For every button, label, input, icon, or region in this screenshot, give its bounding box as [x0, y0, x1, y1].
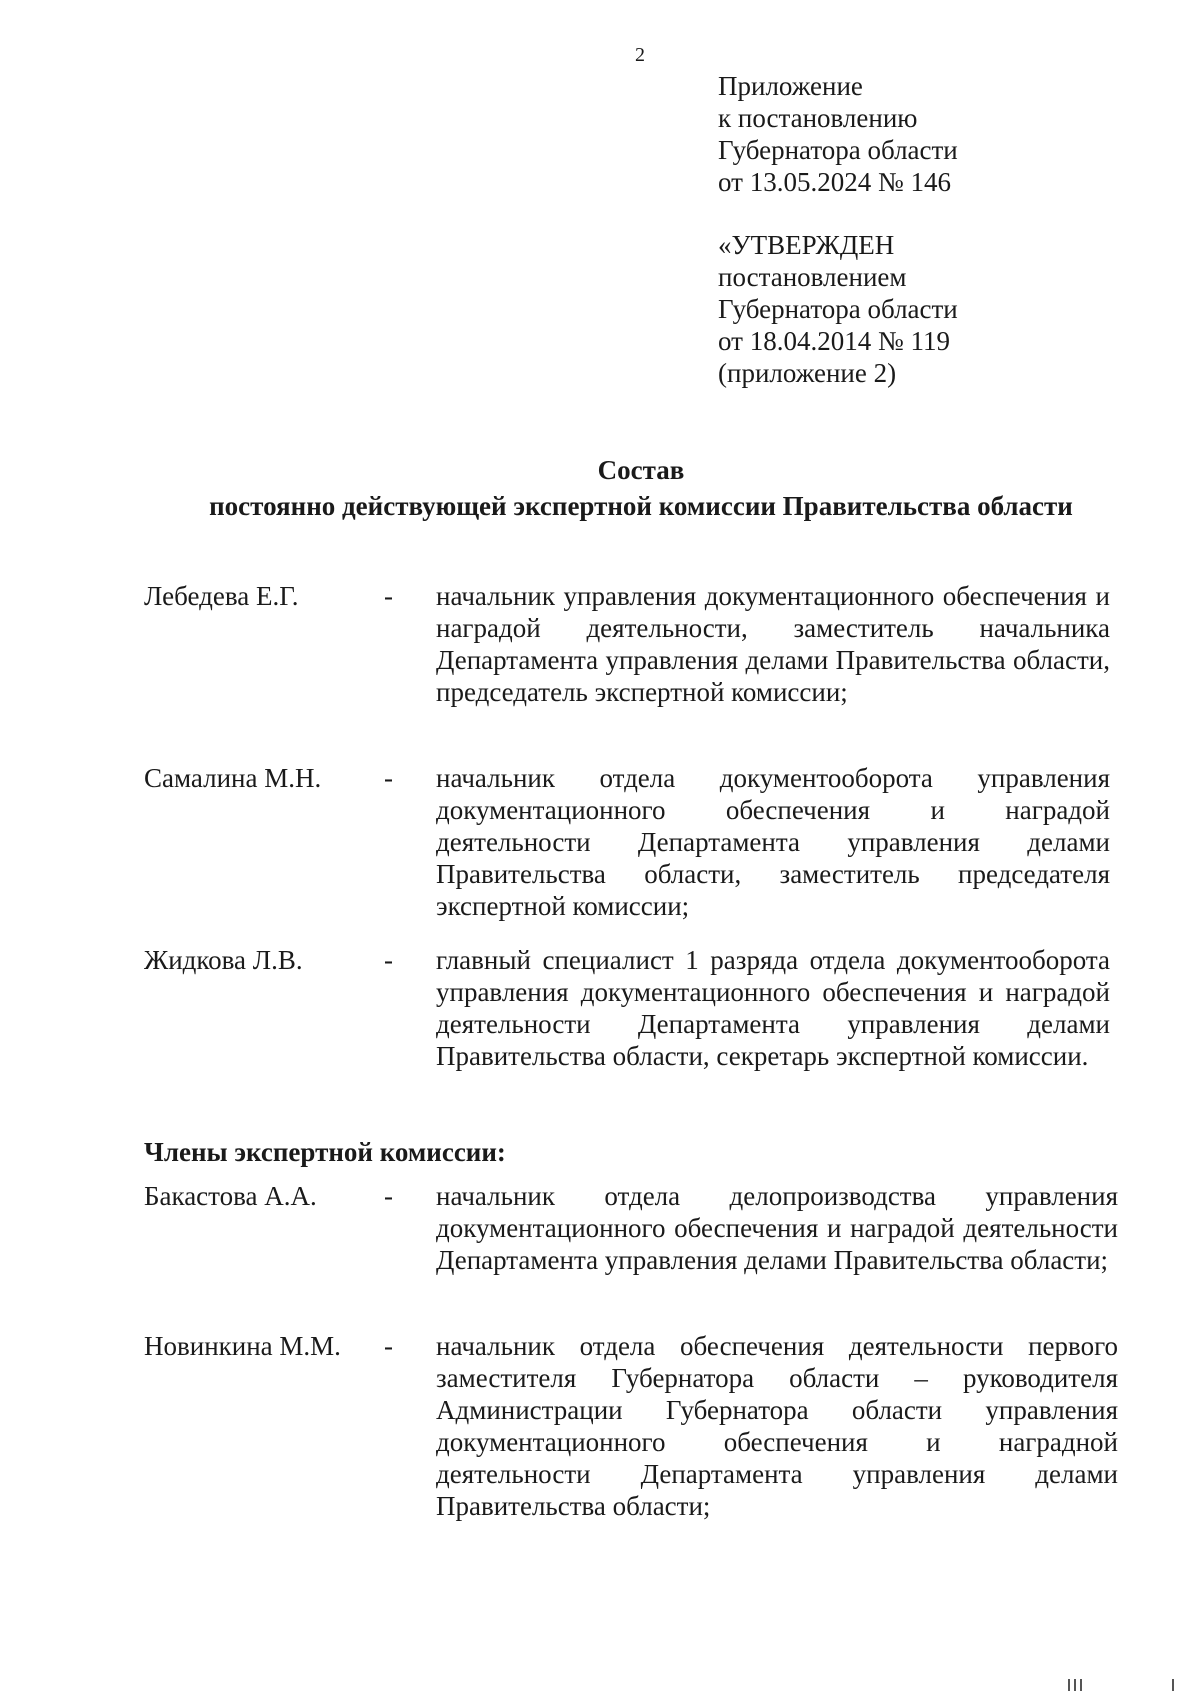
- member-dash: -: [384, 1331, 393, 1361]
- member-dash: -: [384, 581, 393, 611]
- appendix-line: Приложение: [718, 71, 863, 101]
- member-dash: -: [384, 945, 393, 975]
- appendix-line: от 13.05.2024 № 146: [718, 167, 951, 197]
- approved-block: [718, 229, 958, 389]
- member-entry: [144, 580, 1110, 708]
- member-role: начальник отдела документооборота управления документационного обеспечения и наградой деятельности Департамента управления делами Правительства области, заместитель председателя экспертной комиссии;: [436, 763, 1110, 921]
- member-role: начальник отдела делопроизводства управления документационного обеспечения и наградой деятельности Департамента управления делами Правительства области;: [436, 1181, 1118, 1275]
- approved-line: от 18.04.2014 № 119: [718, 326, 950, 356]
- approved-line: (приложение 2): [718, 358, 897, 388]
- approved-line: «УТВЕРЖДЕН: [718, 230, 895, 260]
- scan-artifact: [1080, 1679, 1082, 1691]
- approved-line: Губернатора области: [718, 294, 958, 324]
- page-number: 2: [635, 44, 645, 66]
- appendix-line: к постановлению: [718, 103, 918, 133]
- member-role: главный специалист 1 разряда отдела документооборота управления документационного обеспечения и наградой деятельности Департамента управления делами Правительства области, секретарь экспертной комиссии.: [436, 945, 1110, 1071]
- member-name: Бакастова А.А.: [144, 1181, 317, 1211]
- appendix-block: [718, 70, 958, 198]
- member-entry: [144, 1180, 1118, 1276]
- member-role: начальник управления документационного обеспечения и наградой деятельности, заместитель начальника Департамента управления делами Правительства области, председатель экспертной комиссии;: [436, 581, 1110, 707]
- scan-artifact: [1068, 1679, 1070, 1691]
- member-dash: -: [384, 1181, 393, 1211]
- title-line-2: постоянно действующей экспертной комиссии Правительства области: [209, 491, 1073, 521]
- title-line-1: Состав: [597, 455, 685, 485]
- member-name: Лебедева Е.Г.: [144, 581, 299, 611]
- member-name: Жидкова Л.В.: [144, 945, 303, 975]
- member-role: начальник отдела обеспечения деятельности первого заместителя Губернатора области – руководителя Администрации Губернатора области управления документационного обеспечения и наградной деятельности Департамента управления делами Правительства области;: [436, 1331, 1118, 1521]
- member-entry: [144, 944, 1110, 1072]
- appendix-line: Губернатора области: [718, 135, 958, 165]
- members-heading: Члены экспертной комиссии:: [144, 1137, 506, 1167]
- member-name: Новинкина М.М.: [144, 1331, 341, 1361]
- scan-artifact: [1172, 1679, 1174, 1691]
- document-title: [0, 452, 1200, 524]
- member-entry: [144, 1330, 1118, 1522]
- approved-line: постановлением: [718, 262, 907, 292]
- scan-artifact: [1074, 1679, 1076, 1691]
- member-entry: [144, 762, 1110, 922]
- member-dash: -: [384, 763, 393, 793]
- member-name: Самалина М.Н.: [144, 763, 322, 793]
